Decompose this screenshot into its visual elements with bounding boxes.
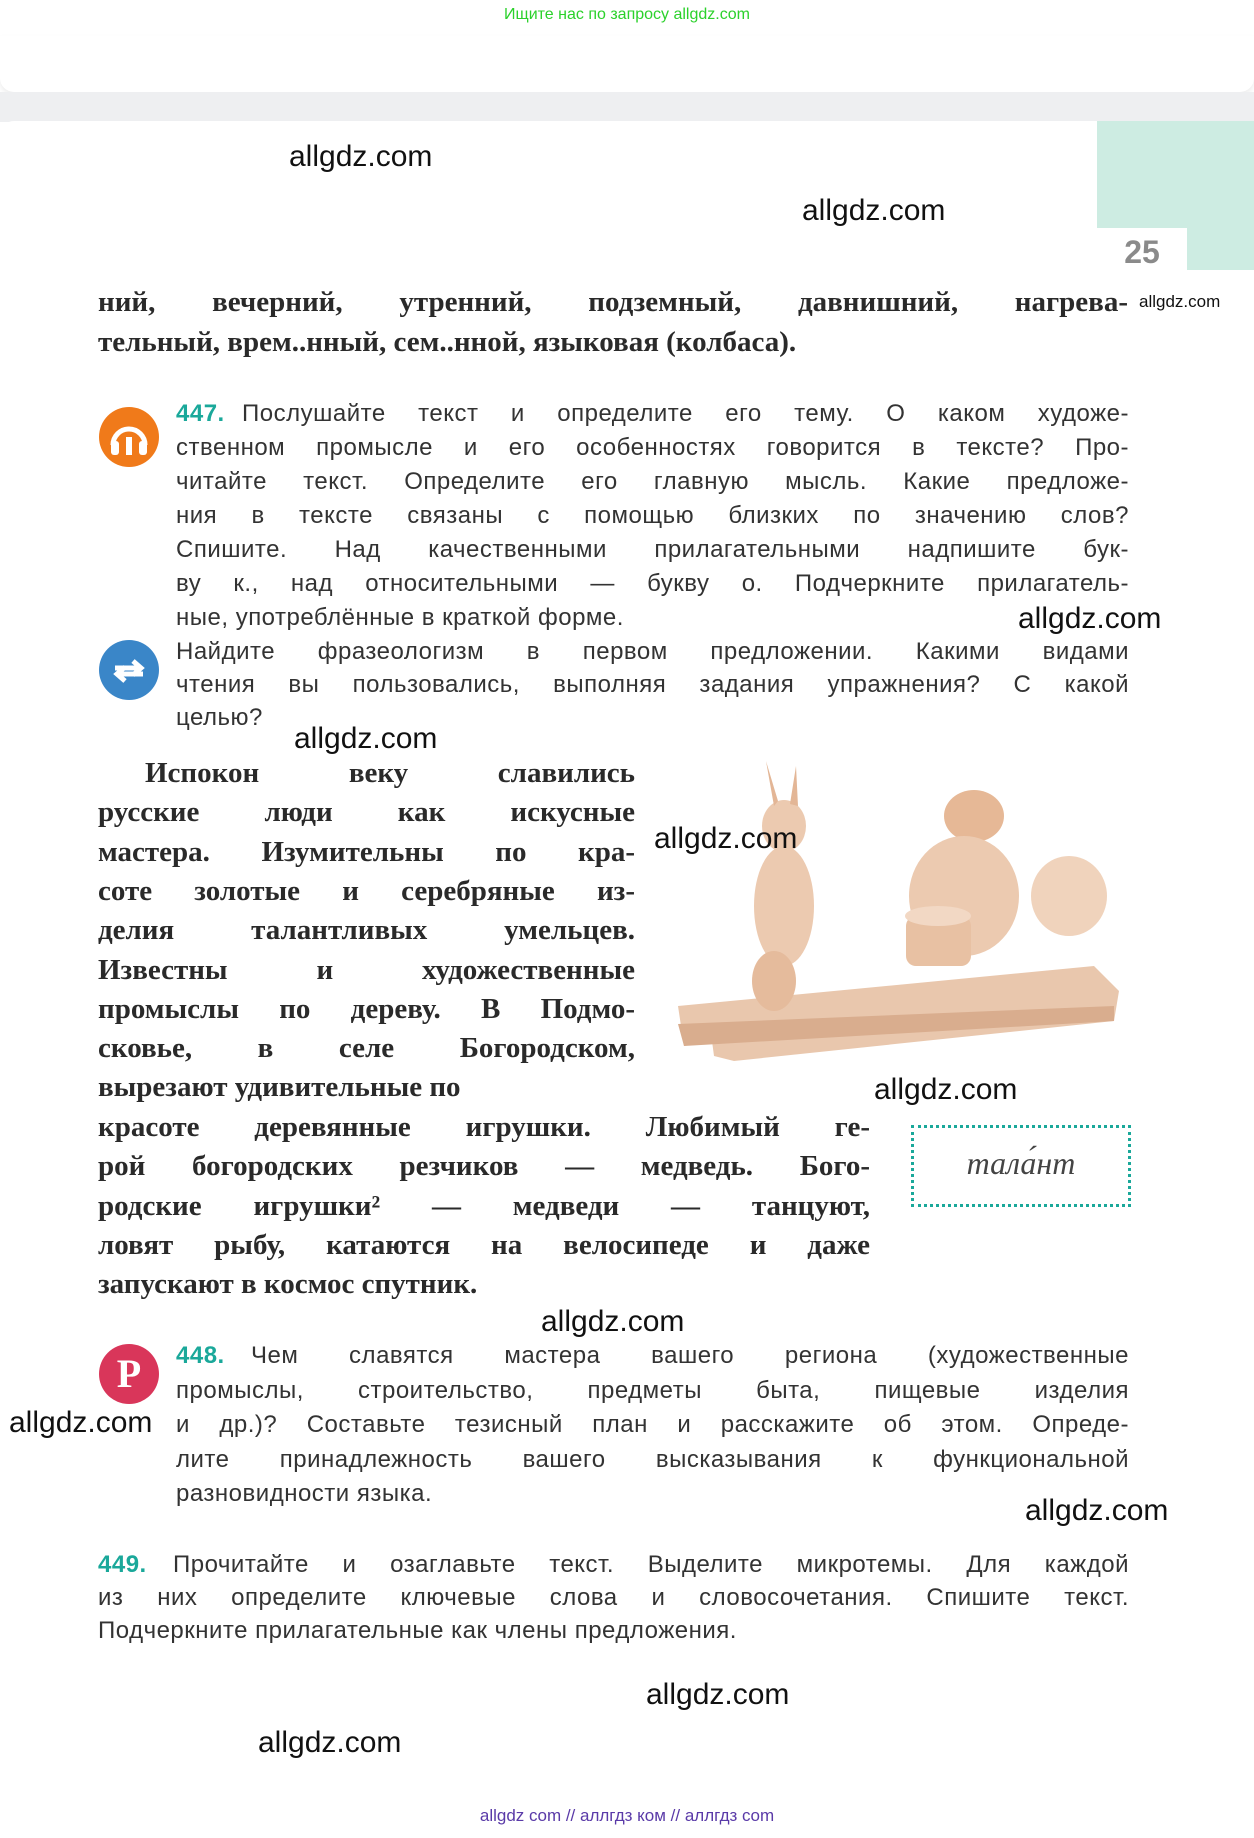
text-line: Испокон веку славились (145, 757, 635, 789)
watermark: allgdz.com (1025, 1494, 1169, 1527)
text-line: ний, вечерний, утренний, подземный, давнишний, нагрева- (98, 286, 1128, 318)
exercise-number: 448. (176, 1342, 225, 1369)
watermark: allgdz.com (646, 1678, 790, 1711)
watermark: allgdz.com (289, 140, 433, 173)
text-line: мастера. Изумительны по кра- (98, 835, 635, 868)
separator (0, 92, 1254, 122)
text-line: из них определите ключевые слова и словосочетания. Спишите текст. (98, 1584, 1129, 1611)
page-number: 25 (1097, 228, 1187, 270)
watermark: allgdz.com (1018, 602, 1162, 635)
vocabulary-word-box: тала́нт (911, 1125, 1131, 1207)
text-line: лите принадлежность вашего высказывания к функциональной (176, 1445, 1129, 1473)
search-banner: Ищите нас по запросу allgdz.com (504, 6, 750, 23)
text-line: Найдите фразеологизм в первом предложении. Какими видами (176, 638, 1129, 665)
bogorodsk-toy-illustration (674, 756, 1134, 1068)
text-line: вырезают удивительные по (98, 1071, 461, 1104)
watermark: allgdz.com (654, 822, 798, 855)
text-line: ственном промысле и его особенностях говорится в тексте? Про- (176, 434, 1129, 461)
watermark: allgdz.com (802, 194, 946, 227)
exercise-number: 449. (98, 1551, 147, 1578)
text-line: ловят рыбу, катаются на велосипеде и даже (98, 1228, 870, 1261)
watermark: allgdz.com (874, 1073, 1018, 1106)
text-line: Послушайте текст и определите его тему. О каком художе- (242, 400, 1129, 427)
text-line: чтения вы пользовались, выполняя задания упражнения? С какой (176, 671, 1129, 698)
footer-links[interactable]: allgdz com // аллгдз ком // аллгдз com (479, 1806, 775, 1825)
watermark: allgdz.com (1139, 292, 1221, 311)
text-line: русские люди как искусные (98, 796, 635, 829)
text-line: соте золотые и серебряные из- (98, 874, 635, 907)
watermark: allgdz.com (258, 1726, 402, 1759)
text-line: читайте текст. Определите его главную мысль. Какие предложе- (176, 468, 1129, 495)
top-card (0, 36, 1254, 92)
headphones-icon (99, 407, 159, 467)
speech-icon: Р (99, 1344, 159, 1404)
text-line: делия талантливых умельцев. (98, 914, 635, 947)
text-line: родские игрушки² — медведи — танцуют, (98, 1189, 870, 1222)
text-line: Спишите. Над качественными прилагательными надпишите бук- (176, 536, 1129, 563)
text-line: запускают в космос спутник. (98, 1268, 478, 1301)
text-line: Прочитайте и озаглавьте текст. Выделите микротемы. Для каждой (173, 1551, 1129, 1578)
text-line: ные, употреблённые в краткой форме. (176, 604, 624, 631)
text-line: рой богородских резчиков — медведь. Бого- (98, 1150, 870, 1183)
text-line: ния в тексте связаны с помощью близких по значению слов? (176, 502, 1129, 529)
text-line: Чем славятся мастера вашего региона (художественные (251, 1342, 1129, 1369)
text-line: разновидности языка. (176, 1480, 433, 1507)
text-line: красоте деревянные игрушки. Любимый ге- (98, 1111, 870, 1143)
text-line: и др.)? Составьте тезисный план и расскажите об этом. Опреде- (176, 1411, 1129, 1438)
text-line: Подчеркните прилагательные как члены предложения. (98, 1617, 737, 1644)
repeat-arrows-icon (99, 640, 159, 700)
watermark: allgdz.com (294, 722, 438, 755)
exercise-number: 447. (176, 400, 225, 427)
text-line: промыслы, строительство, предметы быта, пищевые изделия (176, 1376, 1129, 1404)
text-line: Известны и художественные (98, 953, 635, 986)
text-line: тельный, врем..нный, сем..нной, языковая (колбаса). (98, 326, 797, 358)
text-line: ву к., над относительными — букву о. Подчеркните прилагатель- (176, 570, 1129, 597)
text-line: целью? (176, 704, 263, 731)
watermark: allgdz.com (541, 1305, 685, 1338)
watermark: allgdz.com (9, 1406, 153, 1439)
text-line: промыслы по дереву. В Подмо- (98, 992, 635, 1025)
text-line: сковье, в селе Богородском, (98, 1032, 635, 1065)
